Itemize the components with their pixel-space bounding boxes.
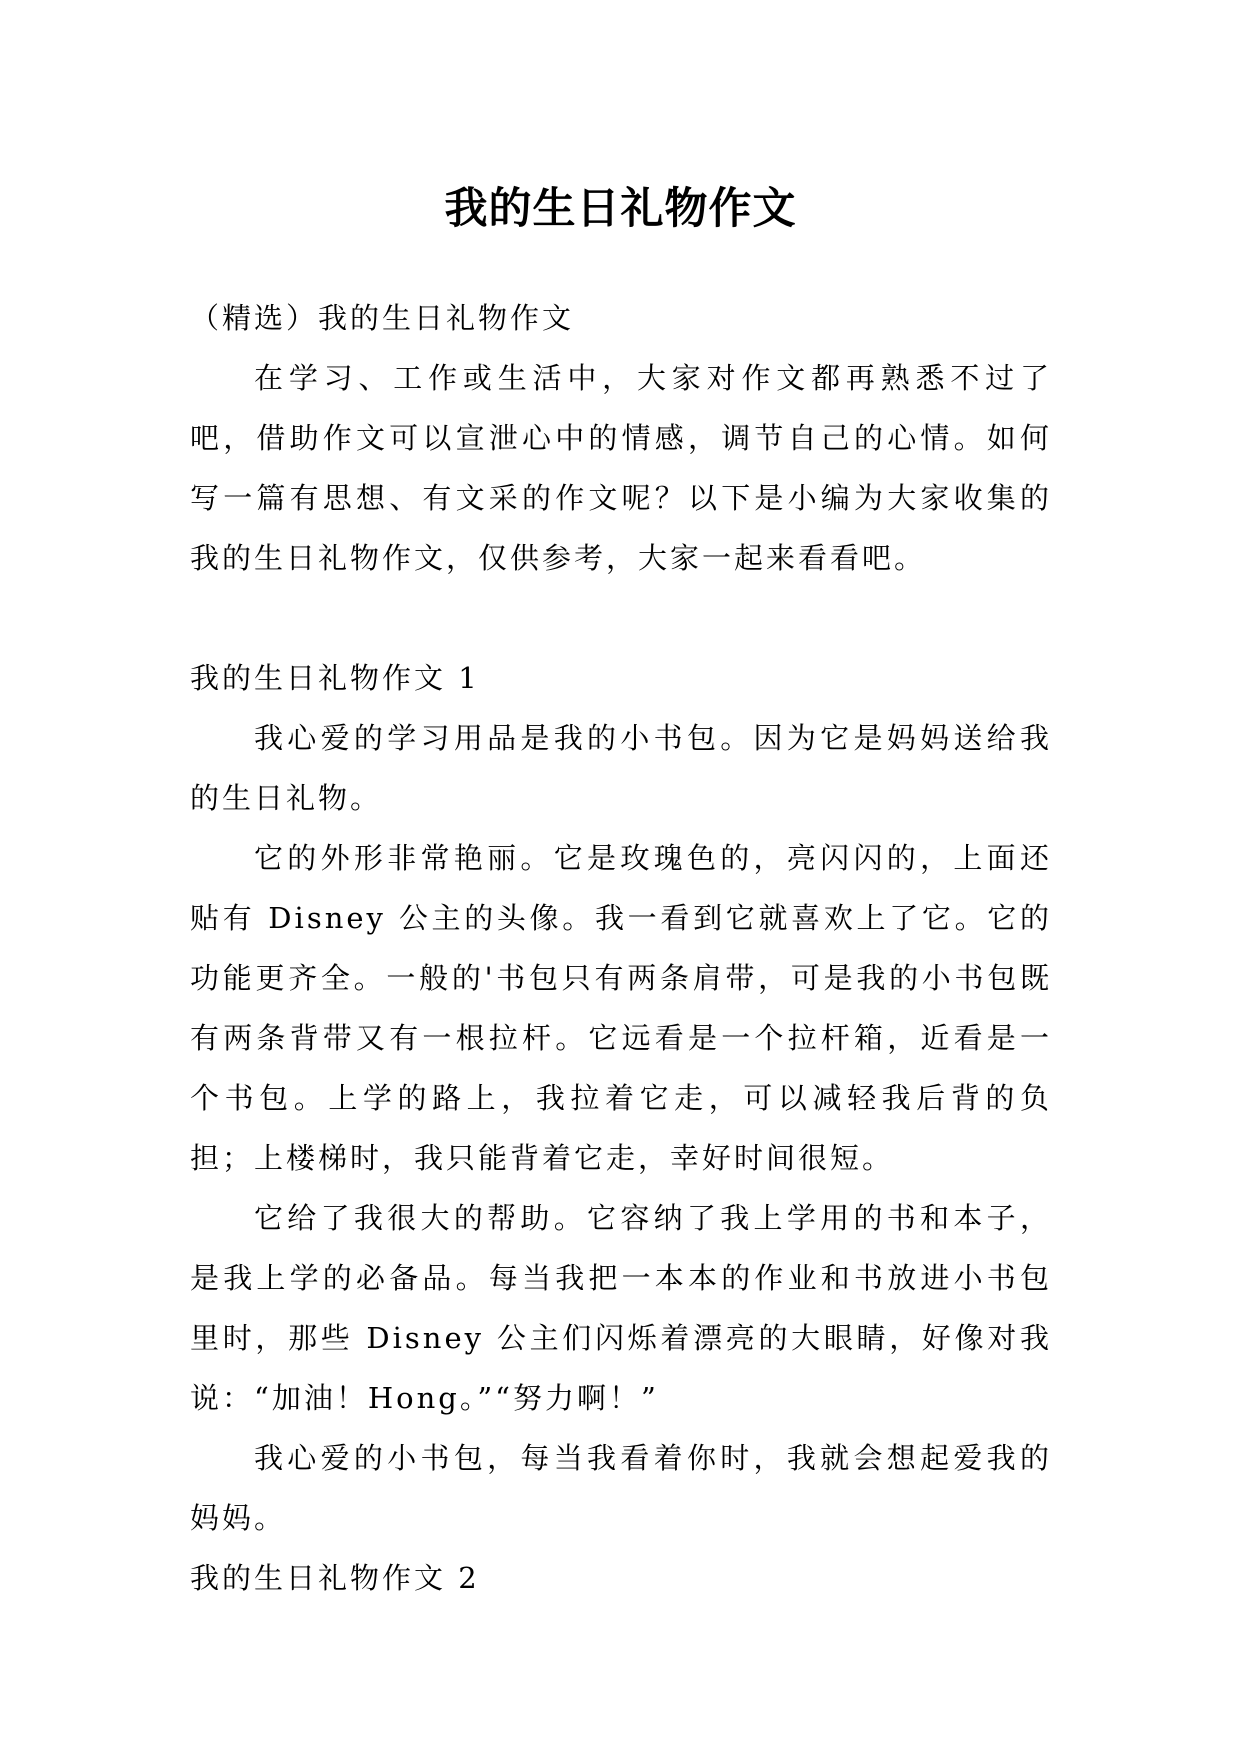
document-title: 我的生日礼物作文: [444, 183, 797, 234]
section-heading-2: 我的生日礼物作文 2: [190, 1561, 480, 1595]
document-body: [190, 288, 1052, 1608]
section-spacer: [190, 588, 1052, 648]
section1-paragraph-4: 我心爱的小书包，每当我看着你时，我就会想起爱我的妈妈。: [190, 1441, 1052, 1535]
section1-paragraph-2: 它的外形非常艳丽。它是玫瑰色的，亮闪闪的，上面还贴有 Disney 公主的头像。我一看到它就喜欢上了它。它的功能更齐全。一般的'书包只有两条肩带，可是我的小书包既有两条背带又有一根拉杆。它远看是一个拉杆箱，近看是一个书包。上学的路上，我拉着它走，可以减轻我后背的负担；上楼梯时，我只能背着它走，幸好时间很短。: [190, 841, 1052, 1175]
section-heading-1: 我的生日礼物作文 1: [190, 661, 480, 695]
section1-paragraph-3: 它给了我很大的帮助。它容纳了我上学用的书和本子，是我上学的必备品。每当我把一本本的作业和书放进小书包里时，那些 Disney 公主们闪烁着漂亮的大眼睛，好像对我说：“加油！Hong。”“努力啊！”: [190, 1201, 1052, 1415]
section1-paragraph-1: 我心爱的学习用品是我的小书包。因为它是妈妈送给我的生日礼物。: [190, 721, 1052, 815]
intro-paragraph: 在学习、工作或生活中，大家对作文都再熟悉不过了吧，借助作文可以宣泄心中的情感，调节自己的心情。如何写一篇有思想、有文采的作文呢？以下是小编为大家收集的我的生日礼物作文，仅供参考，大家一起来看看吧。: [190, 361, 1052, 575]
document-subtitle: （精选）我的生日礼物作文: [190, 301, 575, 335]
